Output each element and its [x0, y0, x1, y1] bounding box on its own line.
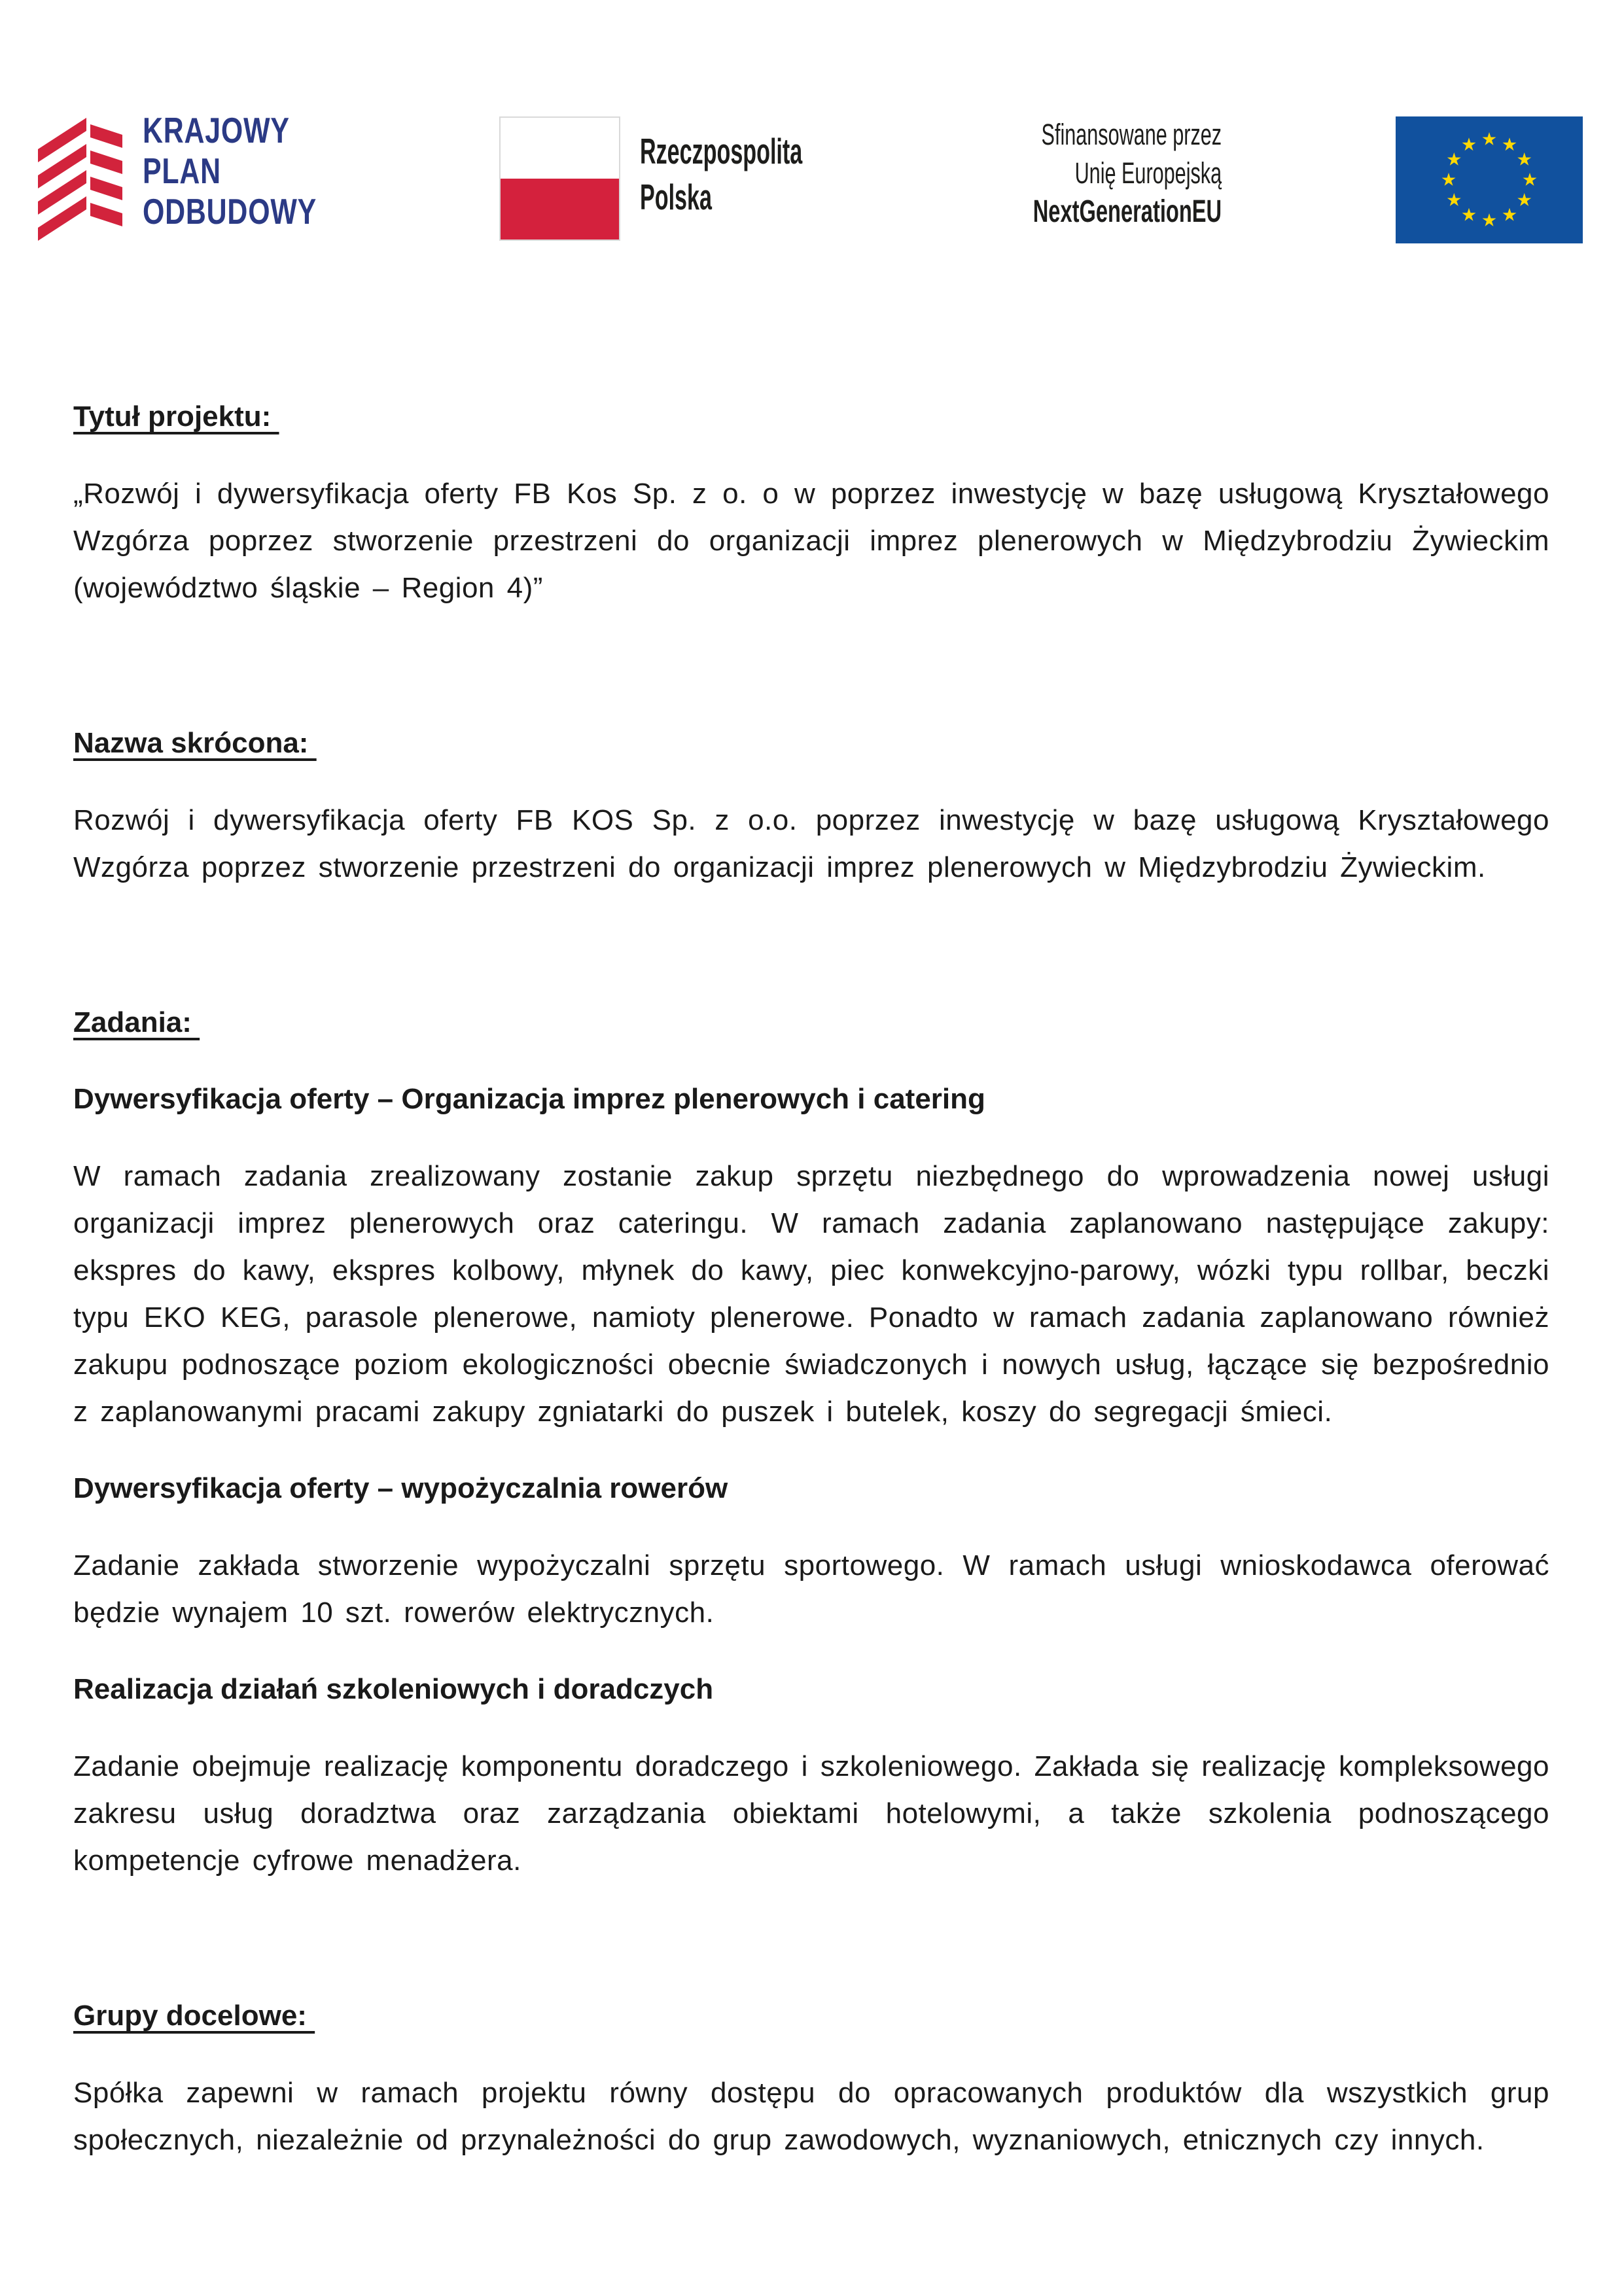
poland-flag-white-stripe — [501, 118, 619, 179]
task-paragraph-training-advisory: Zadanie obejmuje realizację komponentu doradczego i szkoleniowego. Zakłada się realizację kompleksowego zakresu usług doradztwa oraz zarządzania obiektami hotelowymi, a także szkolenia podnoszącego kompetencje cyfrowe menadżera. — [73, 1750, 1549, 1877]
kpo-logo-wordmark — [143, 110, 317, 232]
short-name-paragraph: Rozwój i dywersyfikacja oferty FB KOS Sp. z o.o. poprzez inwestycję w bazę usługową Kryształowego Wzgórza poprzez stworzenie przestrzeni do organizacji imprez plenerowych w Międzybrodziu Żywieckim. — [73, 804, 1549, 883]
poland-wordmark-line: Polska — [640, 177, 712, 217]
poland-flag-red-stripe — [501, 179, 619, 239]
poland-wordmark — [640, 128, 802, 220]
project-title-paragraph: „Rozwój i dywersyfikacja oferty FB Kos Sp. z o. o w poprzez inwestycję w bazę usługową Kryształowego Wzgórza poprzez stworzenie przestrzeni do organizacji imprez plenerowych w Międzybrodziu Żywieckim (województwo śląskie – Region 4)” — [73, 478, 1549, 604]
eu-funding-caption-line: Unię Europejską — [1074, 156, 1222, 190]
target-groups-paragraph: Spółka zapewni w ramach projektu równy dostępu do opracowanych produktów dla wszystkich grup społecznych, niezależnie od przynależności do grup zawodowych, wyznaniowych, etnicznych czy innych. — [73, 2077, 1549, 2156]
section-heading-tasks: Zadania: — [73, 1006, 200, 1038]
task-subheading-outdoor-events-catering: Dywersyfikacja oferty – Organizacja imprez plenerowych i catering — [73, 1083, 985, 1115]
eu-funding-caption-line: Sfinansowane przez — [1041, 118, 1222, 151]
poland-flag-icon — [499, 116, 620, 241]
eu-flag-icon — [1396, 116, 1583, 243]
task-paragraph-outdoor-events-catering: W ramach zadania zrealizowany zostanie zakup sprzętu niezbędnego do wprowadzenia nowej usługi organizacji imprez plenerowych oraz cateringu. W ramach zadania zaplanowano następujące zakupy: ekspres do kawy, ekspres kolbowy, młynek do kawy, piec konwekcyjno-parowy, wózki typu rollbar, beczki typu EKO KEG, parasole plenerowe, namioty plenerowe. Ponadto w ramach zadania zaplanowano również zakupu podnoszące poziom ekologiczności obecnie świadczonych i nowych usług, łączące się bezpośrednio z zaplanowanymi pracami zakupy zgniatarki do puszek i butelek, koszy do segregacji śmieci. — [73, 1160, 1549, 1428]
kpo-logo-text-line: ODBUDOWY — [143, 191, 317, 232]
section-heading-short-name: Nazwa skrócona: — [73, 727, 317, 759]
task-paragraph-bike-rental: Zadanie zakłada stworzenie wypożyczalni sprzętu sportowego. W ramach usługi wnioskodawca oferować będzie wynajem 10 szt. rowerów elektrycznych. — [73, 1549, 1549, 1629]
kpo-logo-icon — [38, 118, 122, 242]
nextgenerationeu-wordmark: NextGenerationEU — [1033, 194, 1222, 229]
section-heading-project-title: Tytuł projektu: — [73, 400, 279, 433]
document-body — [73, 393, 1549, 2164]
section-heading-target-groups: Grupy docelowe: — [73, 2000, 315, 2032]
task-subheading-bike-rental: Dywersyfikacja oferty – wypożyczalnia rowerów — [73, 1472, 728, 1504]
task-subheading-training-advisory: Realizacja działań szkoleniowych i doradczych — [73, 1673, 714, 1705]
poland-wordmark-line: Rzeczpospolita — [640, 131, 803, 171]
kpo-logo-text-line: PLAN — [143, 150, 221, 191]
eu-funding-caption — [1033, 115, 1222, 231]
kpo-logo-text-line: KRAJOWY — [143, 110, 290, 150]
funding-logos-header — [0, 0, 1624, 256]
